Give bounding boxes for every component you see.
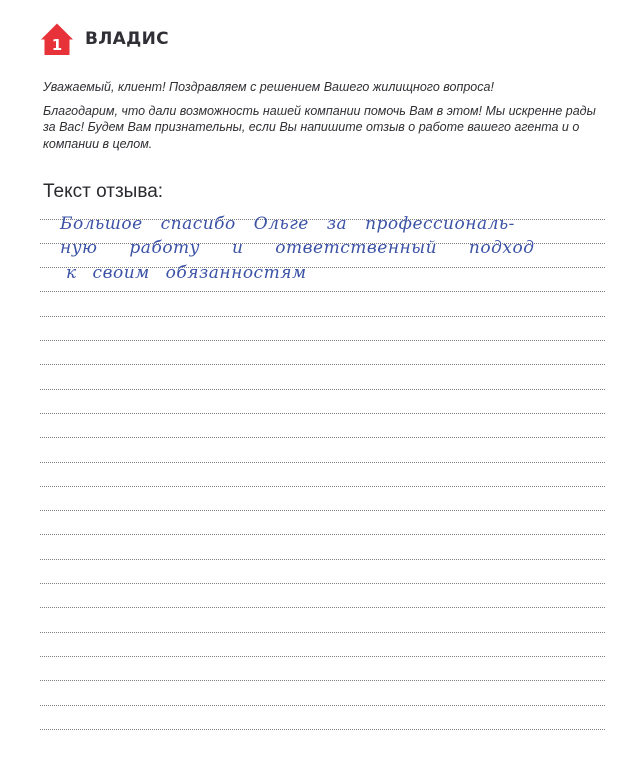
- writing-line: [40, 510, 605, 511]
- writing-line: [40, 705, 605, 706]
- logo-digit: 1: [51, 36, 63, 54]
- writing-line: [40, 656, 605, 657]
- writing-line: [40, 559, 605, 560]
- writing-line: [40, 486, 605, 487]
- writing-line: [40, 632, 605, 633]
- writing-line: [40, 316, 605, 317]
- brand-name: ВЛАДИС: [85, 29, 169, 49]
- handwritten-line-2: ную работу и ответственный подход: [60, 238, 535, 259]
- writing-line: [40, 534, 605, 535]
- handwritten-line-3: к своим обязанностям: [66, 262, 307, 283]
- writing-line: [40, 583, 605, 584]
- writing-lines: [40, 0, 605, 768]
- writing-line: [40, 462, 605, 463]
- writing-line: [40, 680, 605, 681]
- writing-line: [40, 607, 605, 608]
- writing-line: [40, 291, 605, 292]
- thanks-text: Благодарим, что дали возможность нашей компании помочь Вам в этом! Мы искренне рады за Вас! Будем Вам признательны, если Вы напишите отзыв о работе вашего агента и о компании в целом.: [43, 103, 596, 151]
- greeting-text: Уважаемый, клиент! Поздравляем с решением Вашего жилищного вопроса!: [43, 80, 494, 94]
- writing-line: [40, 364, 605, 365]
- writing-line: [40, 413, 605, 414]
- review-title: Текст отзыва:: [43, 181, 164, 202]
- writing-line: [40, 729, 605, 730]
- writing-line: [40, 437, 605, 438]
- handwritten-review: [60, 212, 616, 285]
- writing-line: [40, 340, 605, 341]
- handwritten-line-1: Большое спасибо Ольге за профессиональ-: [60, 214, 515, 234]
- writing-line: [40, 389, 605, 390]
